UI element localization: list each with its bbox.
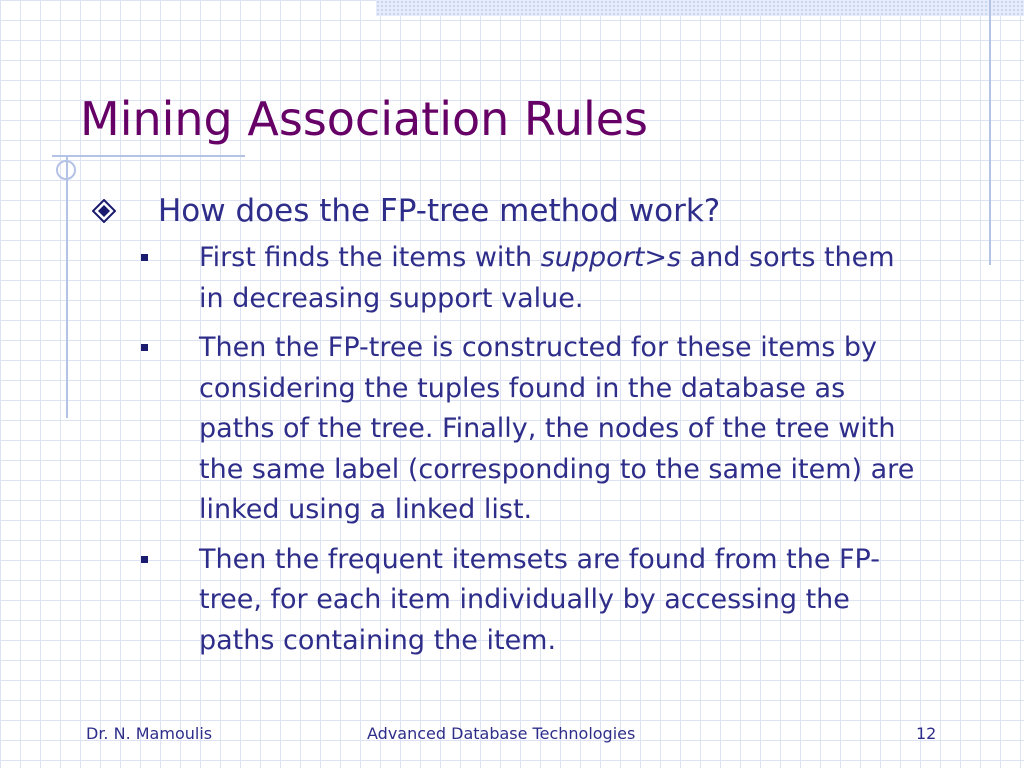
sub-bullet-item — [88, 328, 919, 531]
footer-page-number: 12 — [916, 724, 937, 743]
corner-decoration — [376, 0, 1024, 16]
square-bullet-icon — [141, 254, 148, 261]
square-bullet-icon — [141, 556, 148, 563]
sub-bullet-list — [88, 238, 938, 661]
sub-bullet-text: Then the FP-tree is constructed for these items by considering the tuples found in the database as paths of the tree. Finally, the nodes of the tree with the same label (corresponding to the same item) are linked using a linked list. — [199, 332, 915, 525]
title-underline-rule — [52, 155, 245, 157]
right-vertical-rule — [989, 0, 991, 265]
crosshair-decoration — [56, 160, 76, 180]
sub-bullet-item — [88, 238, 919, 319]
footer-author: Dr. N. Mamoulis — [86, 724, 213, 743]
slide-title: Mining Association Rules — [80, 92, 649, 146]
support-threshold-text: support>s — [540, 242, 682, 273]
main-bullet-item — [88, 190, 938, 232]
sub-bullet-text-after: and sorts them in decreasing support value. — [199, 242, 895, 314]
slide-body — [88, 190, 938, 670]
square-bullet-icon — [141, 344, 148, 351]
diamond-bullet-icon — [92, 199, 116, 223]
sub-bullet-text-before: First finds the items with — [199, 242, 541, 273]
footer-course: Advanced Database Technologies — [367, 724, 636, 743]
sub-bullet-item — [88, 540, 919, 662]
main-bullet-text: How does the FP-tree method work? — [158, 193, 721, 229]
sub-bullet-text: Then the frequent itemsets are found from the FP-tree, for each item individually by accessing the paths containing the item. — [199, 543, 880, 656]
left-vertical-rule — [66, 155, 68, 418]
